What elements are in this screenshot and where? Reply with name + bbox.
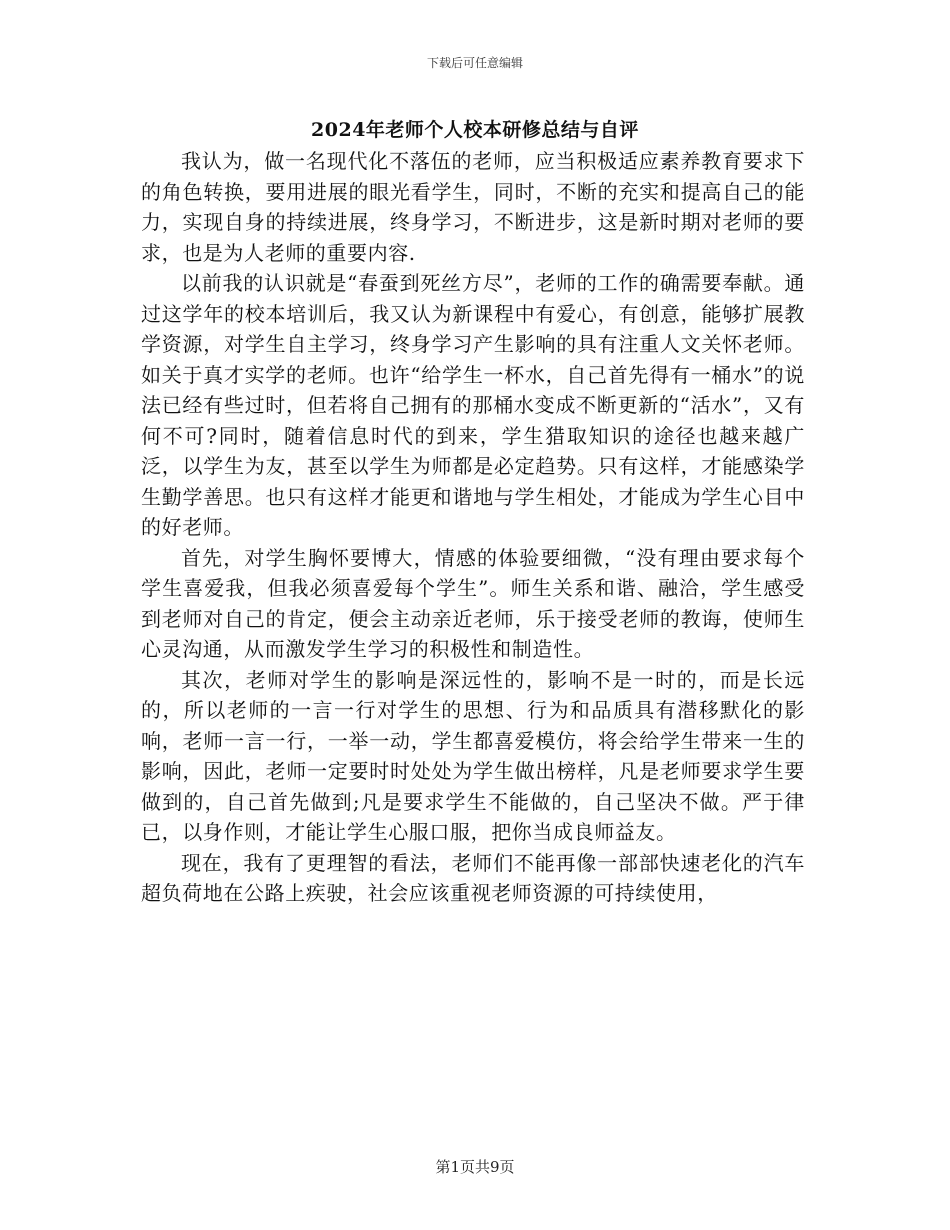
paragraph-4: 其次，老师对学生的影响是深远性的，影响不是一时的，而是长远的，所以老师的一言一行对学生的思想、行为和品质具有潜移默化的影响，老师一言一行，一举一动，学生都喜爱模仿，将会给学生带来一生的影响，因此，老师一定要时时处处为学生做出榜样，凡是老师要求学生要做到的，自己首先做到;凡是要求学生不能做的，自己坚决不做。严于律已，以身作则，才能让学生心服口服，把你当成良师益友。 (141, 667, 805, 844)
document-body (141, 146, 805, 909)
paragraph-3: 首先，对学生胸怀要博大，情感的体验要细微，“没有理由要求每个学生喜爱我，但我必须喜爱每个学生”。师生关系和谐、融洽，学生感受到老师对自己的肯定，便会主动亲近老师，乐于接受老师的教诲，使师生心灵沟通，从而激发学生学习的积极性和制造性。 (141, 545, 805, 661)
page-footer-number: 第1页共9页 (435, 1158, 515, 1176)
paragraph-1: 我认为，做一名现代化不落伍的老师，应当积极适应素养教育要求下的角色转换，要用进展的眼光看学生，同时，不断的充实和提高自己的能力，实现自身的持续进展，终身学习，不断进步，这是新时期对老师的要求，也是为人老师的重要内容. (141, 149, 805, 265)
paragraph-2: 以前我的认识就是“春蚕到死丝方尽”，老师的工作的确需要奉献。通过这学年的校本培训后，我又认为新课程中有爱心，有创意，能够扩展教学资源，对学生自主学习，终身学习产生影响的具有注重人文关怀老师。如关于真才实学的老师。也许“给学生一杯水，自己首先得有一桶水”的说法已经有些过时，但若将自己拥有的那桶水变成不断更新的“活水”，又有何不可?同时，随着信息时代的到来，学生猎取知识的途径也越来越广泛，以学生为友，甚至以学生为师都是必定趋势。只有这样，才能感染学生勤学善思。也只有这样才能更和谐地与学生相处，才能成为学生心目中的好老师。 (141, 271, 805, 539)
page-header-note: 下载后可任意编辑 (426, 56, 523, 70)
document-title: 2024年老师个人校本研修总结与自评 (311, 119, 639, 141)
paragraph-5: 现在，我有了更理智的看法，老师们不能再像一部部快速老化的汽车超负荷地在公路上疾驶，社会应该重视老师资源的可持续使用， (141, 850, 805, 905)
